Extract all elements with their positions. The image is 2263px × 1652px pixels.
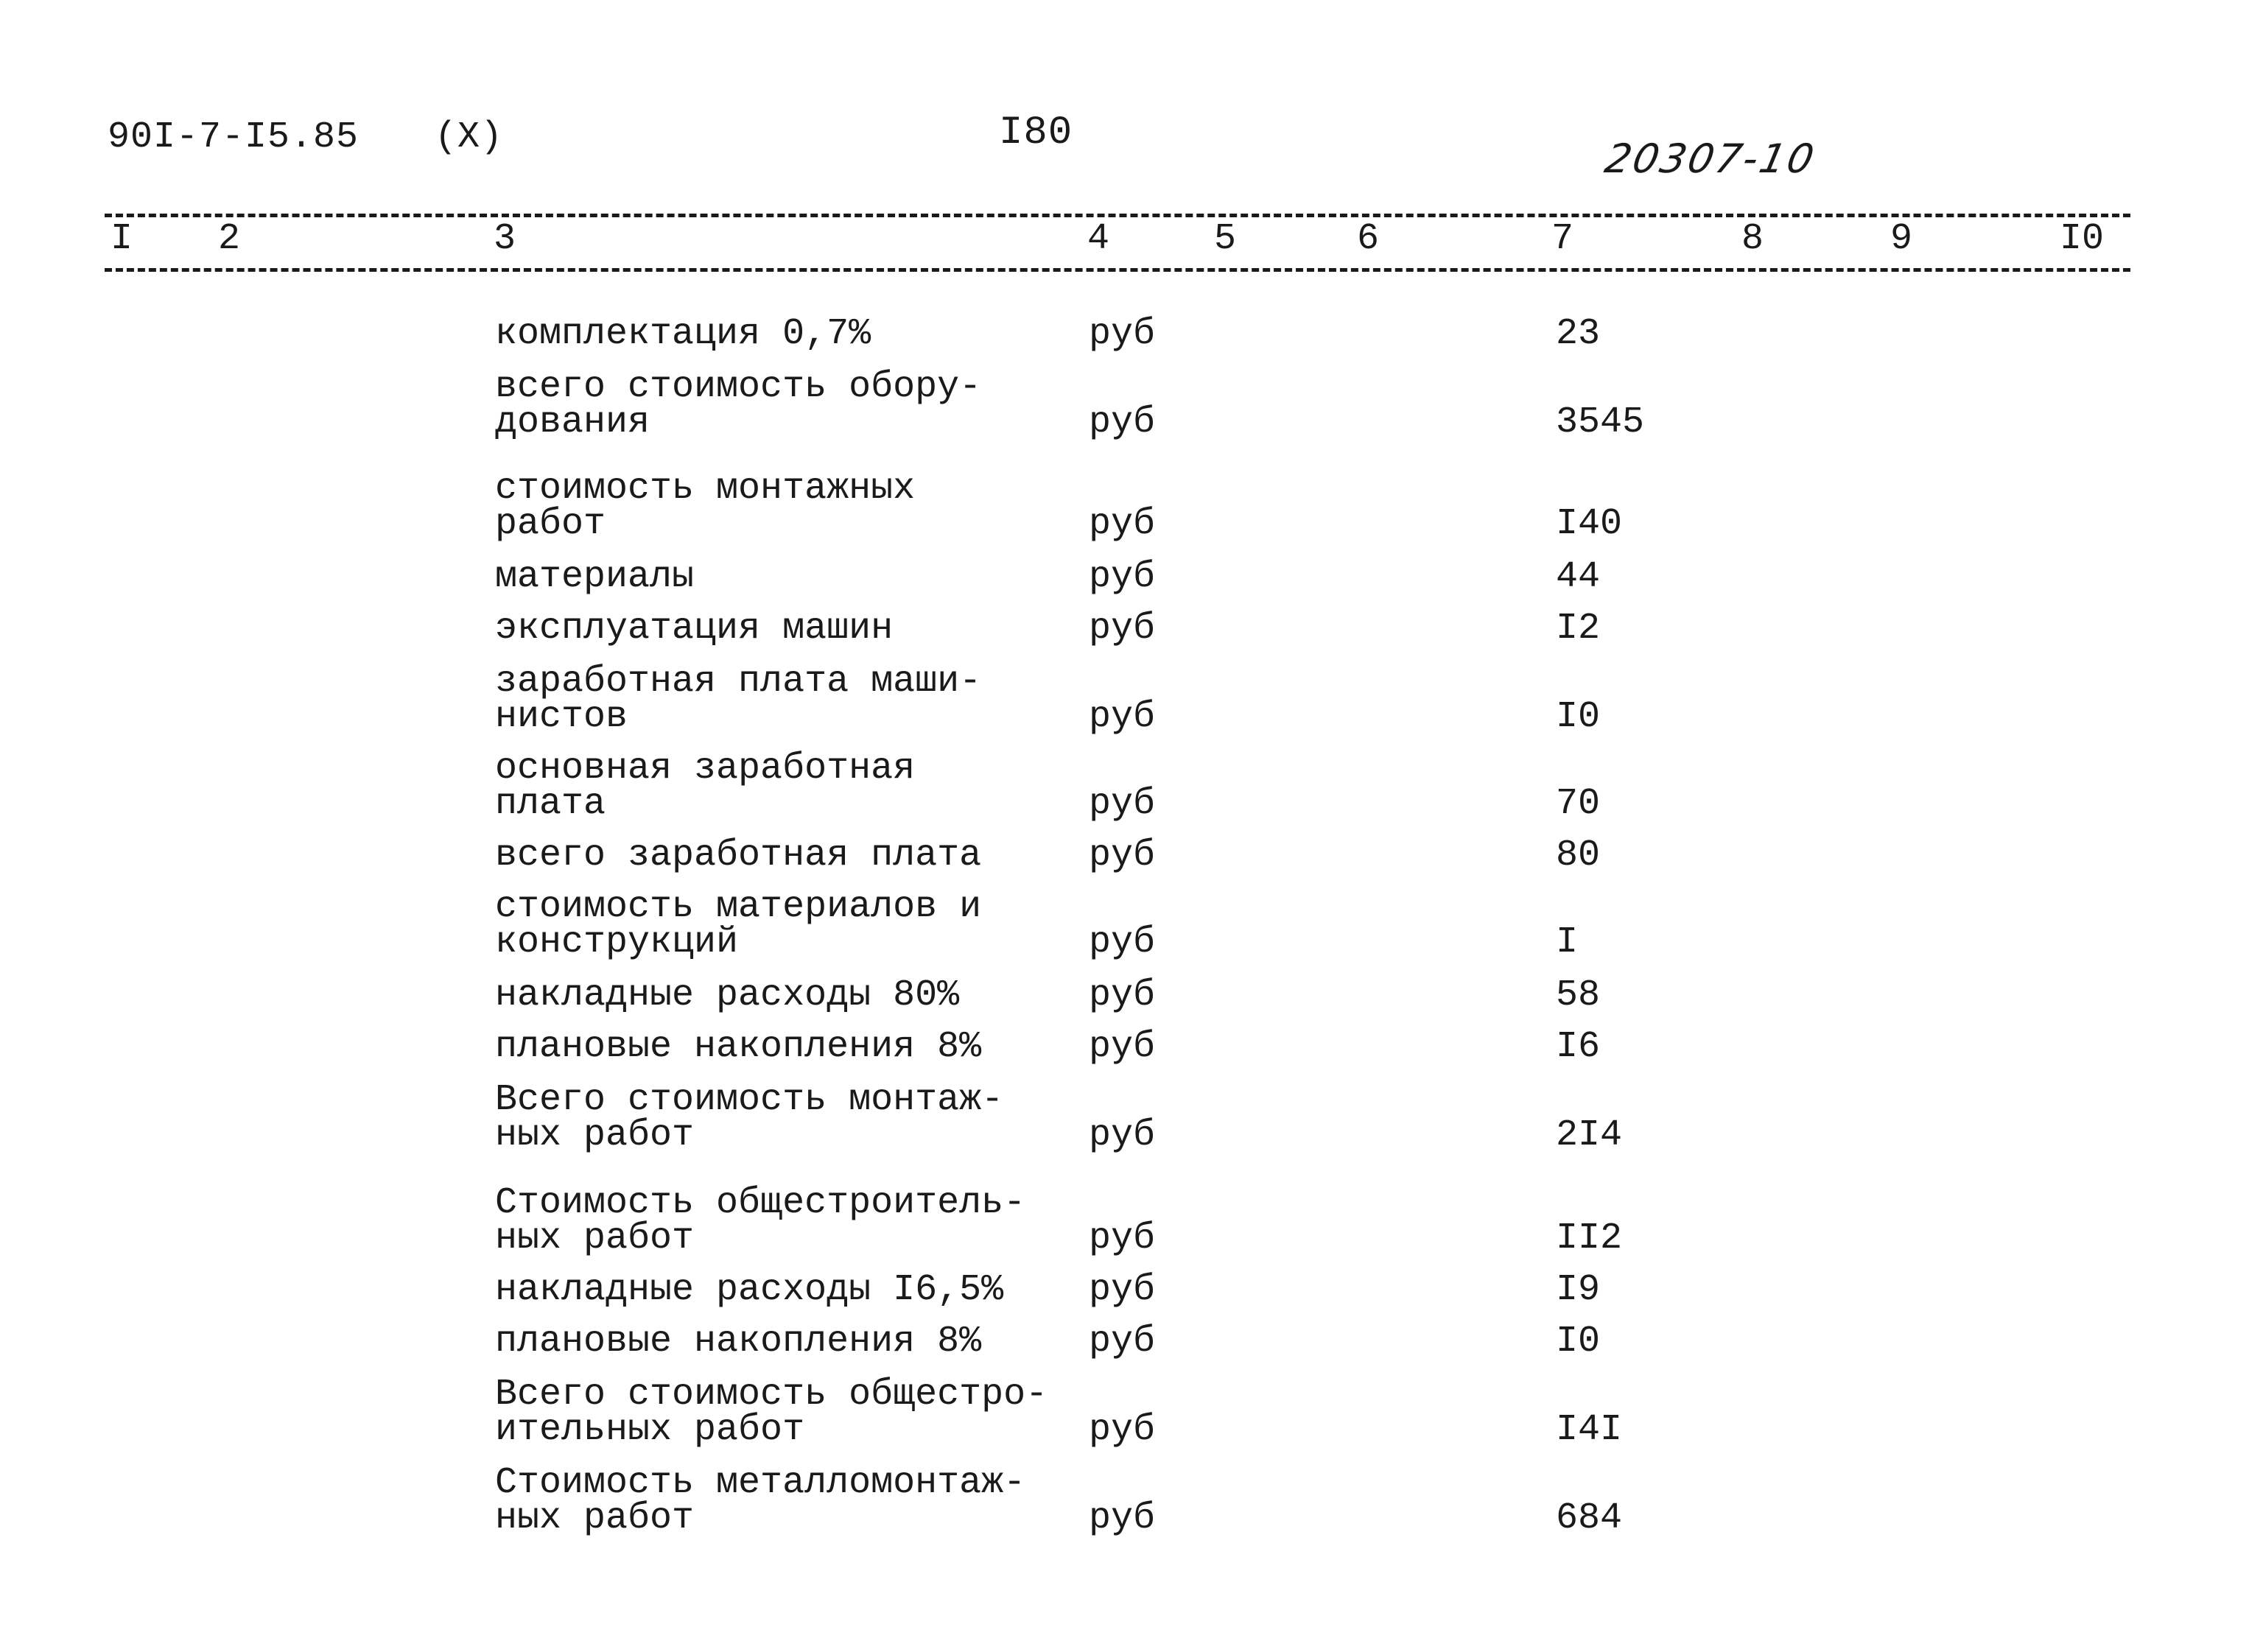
row-unit: руб — [1089, 401, 1156, 443]
row-label: всего заработная плата — [495, 834, 982, 876]
row-label: плановые накопления 8% — [495, 1321, 982, 1363]
row-value: I0 — [1556, 1321, 1601, 1363]
row-unit: руб — [1089, 696, 1156, 738]
row-label: всего стоимость обору- дования — [495, 366, 982, 443]
row-value: I6 — [1556, 1026, 1601, 1068]
row-label: материалы — [495, 556, 695, 598]
row-label: Стоимость металломонтаж- ных работ — [495, 1462, 1026, 1539]
row-value: 684 — [1556, 1497, 1623, 1539]
page-number: I80 — [999, 110, 1073, 155]
row-unit: руб — [1089, 1497, 1156, 1539]
row-unit: руб — [1089, 1321, 1156, 1363]
row-unit: руб — [1089, 608, 1156, 650]
row-value: 2I4 — [1556, 1114, 1623, 1156]
row-label: эксплуатация машин — [495, 608, 894, 650]
row-unit: руб — [1089, 783, 1156, 825]
row-label: накладные расходы I6,5% — [495, 1269, 1004, 1311]
column-number-8: 8 — [1741, 218, 1764, 260]
document-variant: (X) — [435, 116, 504, 158]
row-label: стоимость монтажных работ — [495, 468, 916, 545]
row-value: 70 — [1556, 783, 1601, 825]
handwritten-note: 20307-10 — [1601, 136, 1820, 182]
row-label: комплектация 0,7% — [495, 313, 871, 355]
row-unit: руб — [1089, 834, 1156, 876]
row-label: Всего стоимость монтаж- ных работ — [495, 1079, 1004, 1156]
row-label: стоимость материалов и конструкций — [495, 886, 982, 963]
row-value: I9 — [1556, 1269, 1601, 1311]
row-unit: руб — [1089, 1217, 1156, 1259]
row-value: I0 — [1556, 696, 1601, 738]
row-unit: руб — [1089, 1026, 1156, 1068]
row-label: заработная плата маши- нистов — [495, 661, 982, 738]
column-number-4: 4 — [1087, 218, 1110, 260]
column-number-2: 2 — [218, 218, 241, 260]
column-number-6: 6 — [1357, 218, 1380, 260]
row-label: Всего стоимость общестро- ительных работ — [495, 1374, 1048, 1451]
column-number-1: I — [110, 218, 133, 260]
row-unit: руб — [1089, 313, 1156, 355]
column-number-7: 7 — [1551, 218, 1574, 260]
row-unit: руб — [1089, 556, 1156, 598]
row-label: основная заработная плата — [495, 748, 916, 825]
column-number-9: 9 — [1890, 218, 1913, 260]
row-unit: руб — [1089, 503, 1156, 545]
column-number-10: I0 — [2060, 218, 2105, 260]
row-label: накладные расходы 80% — [495, 974, 960, 1016]
row-value: II2 — [1556, 1217, 1623, 1259]
row-value: I4I — [1556, 1409, 1623, 1451]
row-unit: руб — [1089, 921, 1156, 963]
row-value: I — [1556, 921, 1579, 963]
row-label: плановые накопления 8% — [495, 1026, 982, 1068]
column-number-5: 5 — [1214, 218, 1237, 260]
document-code: 90I-7-I5.85 — [108, 116, 359, 158]
row-label: Стоимость общестроитель- ных работ — [495, 1182, 1026, 1259]
row-unit: руб — [1089, 1114, 1156, 1156]
row-value: 80 — [1556, 834, 1601, 876]
column-number-3: 3 — [494, 218, 516, 260]
row-value: I2 — [1556, 608, 1601, 650]
row-value: 3545 — [1556, 401, 1645, 443]
row-value: 44 — [1556, 556, 1601, 598]
row-unit: руб — [1089, 974, 1156, 1016]
row-value: I40 — [1556, 503, 1623, 545]
row-value: 58 — [1556, 974, 1601, 1016]
row-value: 23 — [1556, 313, 1601, 355]
row-unit: руб — [1089, 1269, 1156, 1311]
row-unit: руб — [1089, 1409, 1156, 1451]
